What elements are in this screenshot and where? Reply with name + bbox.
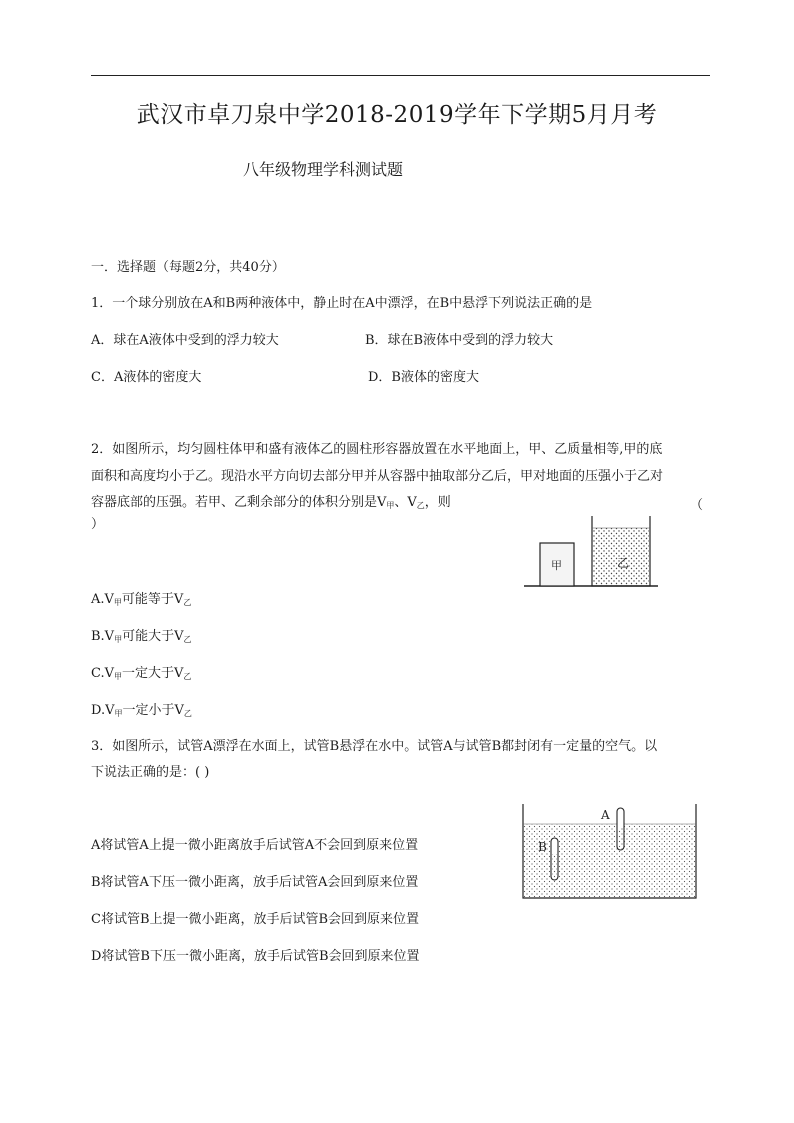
q2-stem-line1: 2．如图所示，均匀圆柱体甲和盛有液体乙的圆柱形容器放置在水平地面上，甲、乙质量相等,甲的底 [91,442,663,457]
label-yi: 乙 [617,556,630,570]
label-jia: 甲 [551,559,562,572]
label-a: A [601,808,610,822]
q2-option-c: C.V甲一定大于V乙 [91,666,192,681]
q2-answer-paren-close: ） [91,517,105,532]
page-title: 武汉市卓刀泉中学2018-2019学年下学期5月月考 [136,102,658,128]
q1-option-d: D．B液体的密度大 [368,370,479,385]
q3-option-b: B将试管A下压一微小距离，放手后试管A会回到原来位置 [91,875,419,890]
water [524,824,695,897]
q3-stem-line1: 3．如图所示，试管A漂浮在水面上，试管B悬浮在水中。试管A与试管B都封闭有一定量的空气。以 [91,739,658,754]
q2-figure [520,512,660,592]
page-subtitle: 八年级物理学科测试题 [243,160,404,179]
label-b: B [538,840,547,854]
section-heading: 一．选择题（每题2分，共40分） [91,260,285,275]
q3-stem-line2: 下说法正确的是：( ) [91,765,210,780]
q1-option-a: A．球在A液体中受到的浮力较大 [91,333,279,348]
q3-figure [518,800,702,904]
q3-option-d: D将试管B下压一微小距离，放手后试管B会回到原来位置 [91,949,420,964]
q2-option-a: A.V甲可能等于V乙 [91,592,192,607]
q3-option-c: C将试管B上提一微小距离，放手后试管B会回到原来位置 [91,912,420,927]
header-rule [91,75,710,76]
q2-option-b: B.V甲可能大于V乙 [91,629,192,644]
q2-option-d: D.V甲一定小于V乙 [91,703,192,718]
q1-option-b: B．球在B液体中受到的浮力较大 [365,333,554,348]
q1-stem: 1．一个球分别放在A和B两种液体中，静止时在A中漂浮，在B中悬浮下列说法正确的是 [91,296,593,311]
q3-option-a: A将试管A上提一微小距离放手后试管A不会回到原来位置 [91,838,419,853]
q2-stem-line3: 容器底部的压强。若甲、乙剩余部分的体积分别是V甲、V乙，则 [91,495,451,510]
q1-option-c: C．A液体的密度大 [91,370,202,385]
q2-stem-line2: 面积和高度均小于乙。现沿水平方向切去部分甲并从容器中抽取部分乙后，甲对地面的压强小于乙对 [91,469,664,484]
q2-answer-paren-open: （ [690,498,704,513]
